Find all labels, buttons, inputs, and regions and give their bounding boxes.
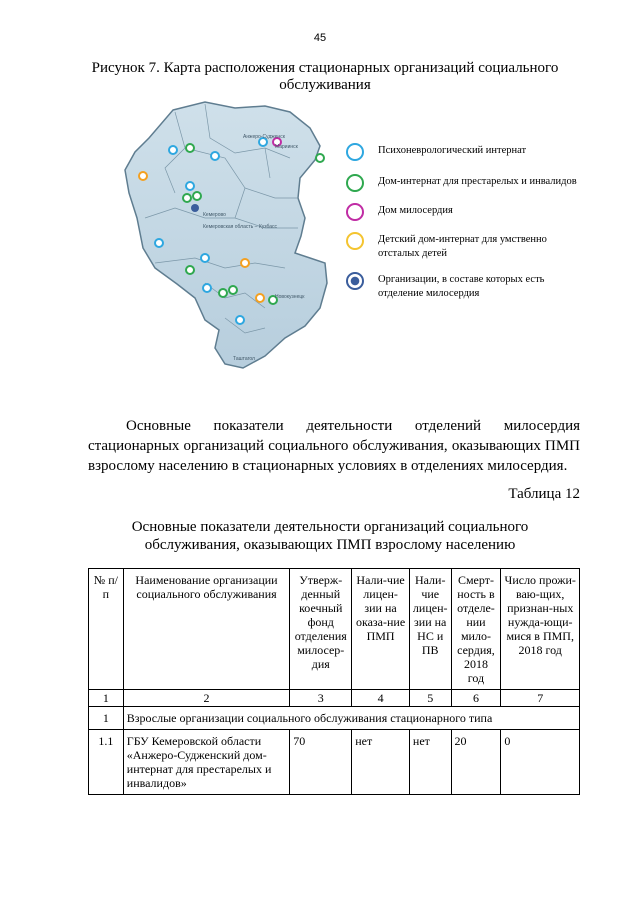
map-label: Мариинск (275, 144, 298, 150)
section-number: 1 (89, 707, 124, 730)
body-paragraph (88, 416, 580, 476)
table-row (89, 730, 580, 795)
legend-label: Психоневрологический интернат (378, 145, 527, 156)
needing-cell: 0 (501, 730, 580, 795)
map-label: Кемеровская область – Кузбасс (203, 224, 277, 230)
legend-marker-icon (346, 143, 364, 161)
column-number: 4 (352, 690, 410, 707)
legend-label: Дом-интернат для престарелых и инвалидов (378, 176, 577, 187)
region-map (115, 98, 345, 380)
legend-label: Организации, в составе которых есть отделение милосердия (378, 274, 545, 299)
legend-label: Детский дом-интернат для умственно отсталых детей (378, 234, 547, 259)
legend-marker-icon (346, 174, 364, 192)
column-number: 2 (123, 690, 290, 707)
legend-item (346, 273, 586, 301)
legend-marker-icon (346, 232, 364, 250)
page-number: 45 (313, 32, 327, 44)
paragraph-text: Основные показатели деятельности отделений милосердия стационарных организаций социального обслуживания, оказывающих ПМП взрослому населению в стационарных условиях в отделениях милосердия. (88, 418, 580, 474)
map-label: Новокузнецк (275, 294, 305, 300)
column-number: 5 (409, 690, 451, 707)
license-ns-cell: нет (409, 730, 451, 795)
map-label: Анжеро-Судженск (243, 134, 285, 140)
legend-item (346, 144, 586, 161)
header-cell: Нали-чие лицен-зии на НС и ПВ (409, 569, 451, 690)
legend-marker-icon (346, 272, 364, 290)
header-cell: Смерт-ность в отделе-нии мило-сердия, 2018 год (451, 569, 501, 690)
section-row (89, 707, 580, 730)
column-number: 6 (451, 690, 501, 707)
mortality-cell: 20 (451, 730, 501, 795)
legend-item (346, 204, 586, 221)
column-number: 3 (290, 690, 352, 707)
map-legend (346, 144, 586, 313)
column-number: 7 (501, 690, 580, 707)
license-pmp-cell: нет (352, 730, 410, 795)
legend-item (346, 175, 586, 192)
data-table (88, 568, 580, 795)
region-shape (125, 102, 327, 368)
header-cell: № п/п (89, 569, 124, 690)
map-label: Кемерово (203, 212, 226, 218)
organization-name: ГБУ Кемеровской области «Анжеро-Судженский дом-интернат для престарелых и инвалидов» (123, 730, 290, 795)
header-cell: Наименование организации социального обслуживания (123, 569, 290, 690)
legend-marker-icon (346, 203, 364, 221)
figure-caption: Рисунок 7. Карта расположения стационарных организаций социального обслуживания (91, 60, 559, 93)
table-title: Основные показатели деятельности организаций социального обслуживания, оказывающих ПМП взрослому населению (131, 519, 529, 553)
column-number-row (89, 690, 580, 707)
map-label: Таштагол (233, 356, 255, 362)
legend-item (346, 233, 586, 261)
header-cell: Нали-чие лицен-зии на оказа-ние ПМП (352, 569, 410, 690)
table-header-row (89, 569, 580, 690)
row-number: 1.1 (89, 730, 124, 795)
column-number: 1 (89, 690, 124, 707)
table-label: Таблица 12 (508, 486, 580, 502)
legend-label: Дом милосердия (378, 205, 453, 216)
header-cell: Утверж-денный коечный фонд отделения милосер-дия (290, 569, 352, 690)
section-title: Взрослые организации социального обслуживания стационарного типа (123, 707, 579, 730)
header-cell: Число прожи-ваю-щих, признан-ных нужда-ющи-мися в ПМП, 2018 год (501, 569, 580, 690)
beds-cell: 70 (290, 730, 352, 795)
